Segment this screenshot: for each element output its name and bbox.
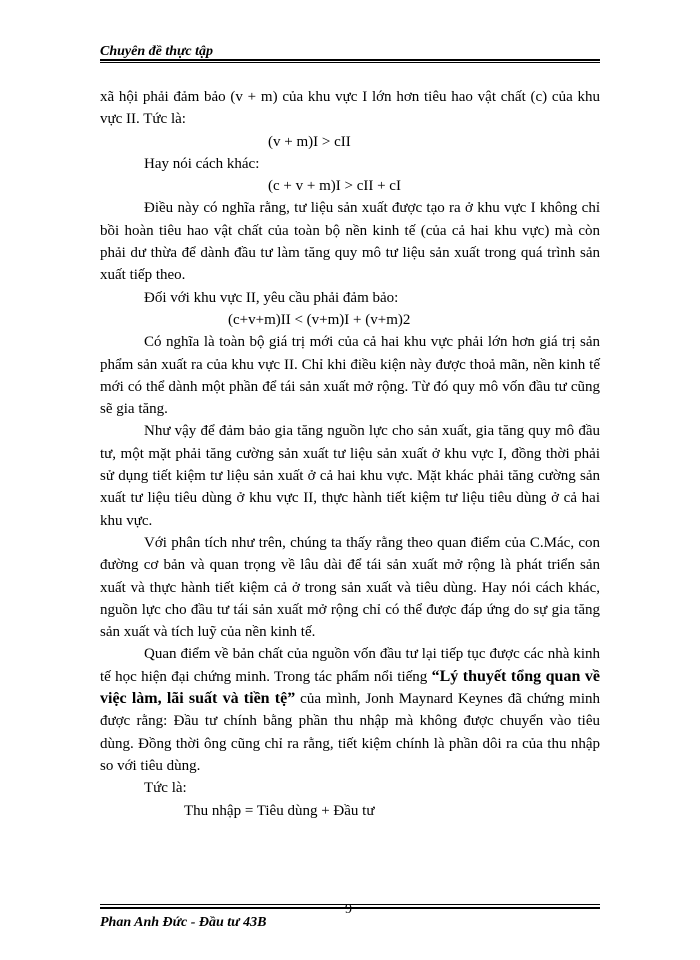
formula: Thu nhập = Tiêu dùng + Đầu tư: [184, 802, 375, 819]
paragraph: xã hội phải đảm bảo (v + m) của khu vực I lớn hơn tiêu hao vật chất (c) của khu vực II. Tức là:: [100, 89, 600, 128]
paragraph: Đối với khu vực II, yêu cầu phải đảm bảo:: [144, 289, 399, 306]
paragraph-text: của mình, Jonh Maynard Keynes đã chứng minh được rằng: Đầu tư chính bằng phần thu nhập mà không được chuyển vào tiêu dùng. Đồng thời ông cũng chỉ ra rằng, tiết kiệm chính là phần dôi ra của thu nhập so với tiêu dùng.: [100, 691, 600, 774]
paragraph: Tức là:: [144, 780, 187, 797]
page-header-title: Chuyên đề thực tập: [100, 44, 214, 59]
paragraph: Với phân tích như trên, chúng ta thấy rằng theo quan điểm của C.Mác, con đường cơ bản và quan trọng về lâu dài để tái sản xuất mở rộng là phát triển sản xuất và thực hành tiết kiệm cả ở trong sản xuất và tiêu dùng. Hay nói cách khác, nguồn lực cho đầu tư tái sản xuất mở rộng chỉ có thể được đáp ứng do sự gia tăng sản xuất và tích luỹ của nền kinh tế.: [100, 534, 600, 641]
header-rule-thin: [100, 62, 600, 63]
paragraph-text: Quan điểm về bản chất của nguồn vốn đầu tư lại tiếp tục được các nhà kinh tế học hiện đại chứng minh. Trong tác phẩm nổi tiếng: [100, 646, 600, 685]
footer-author: Phan Anh Đức - Đầu tư 43B: [100, 915, 267, 930]
paragraph: Như vậy để đảm bảo gia tăng nguồn lực cho sản xuất, gia tăng quy mô đầu tư, một mặt phải tăng cường sản xuất tư liệu sản xuất ở khu vực I, đồng thời phải sử dụng tiết kiệm tư liệu sản xuất ở cả hai khu vực. Mặt khác phải tăng cường sản xuất tư liệu tiêu dùng ở khu vực II, thực hành tiết kiệm tư liệu tiêu dùng ở cả hai khu vực.: [100, 423, 600, 529]
page-number: 9: [345, 902, 352, 917]
document-body: [100, 86, 600, 822]
formula: (c+v+m)II < (v+m)I + (v+m)2: [228, 311, 411, 328]
paragraph: Có nghĩa là toàn bộ giá trị mới của cả hai khu vực phải lớn hơn giá trị sản phẩm sản xuất ra của khu vực II. Chỉ khi điều kiện này được thoả mãn, nền kinh tế mới có thể dành một phần để tái sản xuất mở rộng. Từ đó quy mô vốn đầu tư cũng sẽ gia tăng.: [100, 334, 600, 418]
paragraph: [100, 643, 600, 777]
formula: (c + v + m)I > cII + cI: [268, 178, 401, 195]
paragraph: Điều này có nghĩa rằng, tư liệu sản xuất được tạo ra ở khu vực I không chỉ bồi hoàn tiêu hao vật chất của toàn bộ nền kinh tế (của cả hai khu vực) mà còn phải dư thừa để dành đầu tư làm tăng quy mô tư liệu sản xuất trong quá trình sản xuất tiếp theo.: [100, 200, 600, 284]
book-title: “Lý thuyết tổng quan về việc làm, lãi suất và tiền tệ”: [100, 667, 601, 708]
paragraph: Hay nói cách khác:: [144, 155, 260, 172]
formula: (v + m)I > cII: [268, 133, 351, 150]
header-rule: [100, 59, 600, 61]
